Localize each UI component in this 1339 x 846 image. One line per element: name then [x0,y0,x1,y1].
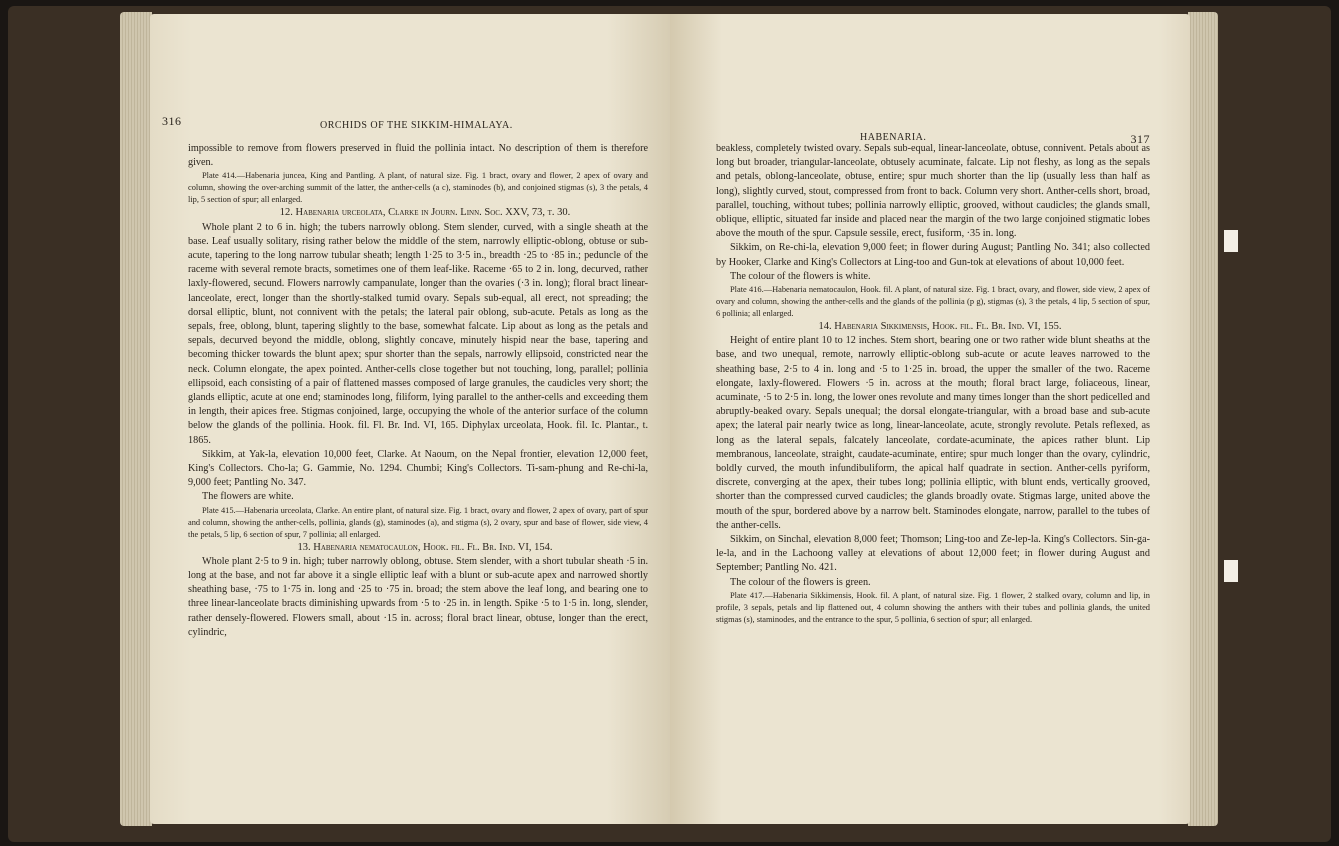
page-marker-tab [1224,560,1238,582]
colour-note: The flowers are white. [202,491,294,503]
species-heading: 12. Habenaria urceolata, Clarke in Journ. Linn. Soc. XXV, 73, t. 30. [279,207,571,219]
plate-caption: Plate 415.—Habenaria urceolata, Clarke. An entire plant, of natural size. Fig. 1 bract, ovary and flower, 2 apex of ovary, part of spur and column, showing the anther-cells, pollinia, glands (g), staminodes (a), and stigma (s), 2 ovary, spur and base of flower, side view, 4 the petals, 5 lip, 6 section of spur, 7 pollinia; all enlarged. [188,505,648,539]
species-description: Whole plant 2 to 6 in. high; the tubers narrowly oblong. Stem slender, curved, with a single sheath at the base. Leaf usually solitary, rising rather below the middle of the stem, narrowly elliptic-oblong, obtuse or sub-acute, tapering to the long narrow tubular sheath; length 1·25 to 3·5 in., breadth ·25 to ·85 in.; peduncle of the raceme with several remote bracts, sometimes one of them leaf-like. Raceme ·65 to 2 in. long, decurved, rather laxly-flowered, secund. Flowers narrowly campanulate, longer than the ovaries (·3 in. long); floral bract linear-lanceolate, erect, longer than the shortly-stalked tumid ovary. Sepals sub-equal, all erect, not spreading; the dorsal elliptic, blunt, not connivent with the petals; the lateral pair oblong, sub-acute. Petals as long as the sepals, free, oblong, blunt, tapering slightly to the base, somewhat falcate. Lip about as long as the petals and sepals, decurved beyond the middle, oblong, slightly concave, minutely hispid near the base, tapering and becoming thicker towards the blunt apex; spur shorter than the sepals, narrowly ellipsoid, constricted near the neck. Column elongate, the apex pointed. Anther-cells close together but not touching, long, parallel; pollinia ellipsoid, each consisting of a pair of flattened masses composed of large granules, the caudicles very short; the glands elliptic, acute at one end; staminodes long, filiform, lying parallel to the anther-cells and exceeding them in length, their apices free. Stigmas conjoined, large, occupying the whole of the anterior surface of the column below the glands of the pollinia. Hook. fil. Fl. Br. Ind. VI, 165. Diphylax urceolata, Hook. fil. Ic. Plantar., t. 1865. [188,221,648,446]
species-description: Whole plant 2·5 to 9 in. high; tuber narrowly oblong, obtuse. Stem slender, with a short tubular sheath ·5 in. long at the base, and not far above it a single elliptic leaf with a blunt or sub-acute apex and narrowed shortly sheathing base, ·75 to 1·75 in. long and ·25 to ·75 in. broad; the stem above the leaf long, and bearing one to three linear-lanceolate bracts diminishing upwards from ·5 to ·25 in. in length. Spike ·5 to 1·5 in. long, slender, rather densely-flowered. Flowers small, about ·15 in. across; floral bract linear, obtuse, longer than the erect, cylindric, [188,555,648,638]
page-marker-tab [1224,230,1238,252]
colour-note: The colour of the flowers is green. [730,576,871,588]
locality-text: Sikkim, on Sinchal, elevation 8,000 feet; Thomson; Ling-too and Ze-lep-la. King's Collectors. Sin-ga-le-la, and in the Lachoong valley at elevations of about 12,000 feet; in flower during August and September; Pantling No. 421. [716,534,1150,574]
species-heading: 14. Habenaria Sikkimensis, Hook. fil. Fl. Br. Ind. VI, 155. [818,321,1062,333]
left-page-edges [120,12,152,826]
colour-note: The colour of the flowers is white. [730,270,871,282]
left-page [150,14,670,824]
running-head: HABENARIA. [860,132,927,143]
plate-caption: Plate 416.—Habenaria nematocaulon, Hook. fil. A plant, of natural size. Fig. 1 bract, ovary, and flower, side view, 2 apex of ovary and column, showing the anther-cells and the glands of the pollinia (p g), stigmas (s), 3 the petals, 4 lip, 5 section of spur, 6 pollinia; all enlarged. [716,285,1150,319]
paragraph: impossible to remove from flowers preserved in fluid the pollinia intact. No description of them is therefore given. [188,143,648,169]
page-body [188,142,648,640]
species-heading: 13. Habenaria nematocaulon, Hook. fil. Fl. Br. Ind. VI, 154. [297,541,553,553]
plate-caption: Plate 417.—Habenaria Sikkimensis, Hook. fil. A plant, of natural size. Fig. 1 flower, 2 stalked ovary, column and lip, in profile, 3 sepals, petals and lip flattened out, 4 column showing the anthers with their tubes and pollinia glands, the united stigmas (s), staminodes, and the entrance to the spur, 5 pollinia, 6 section of spur; all enlarged. [716,590,1150,624]
right-page [670,14,1190,824]
species-description: Height of entire plant 10 to 12 inches. Stem short, bearing one or two rather wide blunt sheaths at the base, and two unequal, remote, narrowly elliptic-oblong sub-acute or acute leaves narrowed to the sheathing base, 2·5 to 4 in. long and ·5 to 1·25 in. broad, the upper the smaller of the two. Raceme elongate, laxly-flowered. Flowers ·5 in. across at the mouth; floral bract large, foliaceous, linear, acuminate, ·5 to 2·5 in. long, the lower ones revolute and many times longer than the short pedicelled and abruptly-beaked ovary. Sepals unequal; the dorsal elongate-triangular, with a broad base and sub-acute apex; the lateral pair nearly twice as long, linear-lanceolate, acute, strongly revolute. Petals reflexed, as long as the lateral sepals, falcately lanceolate, cordate-acuminate, the apices rather blunt. Lip membranous, lanceolate, straight, caudate-acuminate, entire; spur much longer than the ovary, cylindric, boldly curved, the mouth infundibuliform, the apical half quadrate in section. Anther-cells pyriform, discrete, converging at the apex, their tubes long; pollinia elliptic, with blunt ends, vertically grooved, shorter than the compressed curved caudicles; the glands broadly ovate. Stigmas large, united above the mouth of the spur, bordered above by a narrow belt. Staminodes elongate, narrow, parallel to the tubes of the anther-cells. [716,335,1150,531]
locality-text: Sikkim, at Yak-la, elevation 10,000 feet, Clarke. At Naoum, on the Nepal frontier, elevation 12,000 feet, King's Collectors. Cho-la; G. Gammie, No. 1294. Chumbi; King's Collectors. Ti-sam-phung and Re-chi-la, 9,000 feet; Pantling No. 347. [188,448,648,489]
right-page-edges [1188,12,1218,826]
page-number: 316 [162,114,182,128]
running-head: ORCHIDS OF THE SIKKIM-HIMALAYA. [320,120,513,131]
paragraph: beakless, completely twisted ovary. Sepals sub-equal, linear-lanceolate, obtuse, connivent. Petals about as long but broader, triangular-lanceolate, obtusely acuminate, falcate. Lip not fleshy, as long as the sepals and petals, oblong-lanceolate, obtuse, entire; spur much shorter than the lip (usually less than half as long), slightly curved, stout, compressed from front to back. Column very short. Anther-cells short, broad, parallel, touching, without tubes; pollinia narrowly elliptic, grooved, without caudicles; the glands small, oblique, elliptic, situated far inside and placed near the margin of the two large conjoined stigmatic lobes above the mouth of the spur. Capsule sessile, erect, fusiform, ·35 in. long. [716,143,1150,240]
page-number: 317 [1130,132,1150,146]
page-body [716,142,1150,626]
locality-text: Sikkim, on Re-chi-la, elevation 9,000 feet; in flower during August; Pantling No. 341; also collected by Hooker, Clarke and King's Collectors at Ling-too and Gun-tok at elevations of about 10,000 feet. [716,242,1150,268]
plate-caption: Plate 414.—Habenaria juncea, King and Pantling. A plant, of natural size. Fig. 1 bract, ovary and flower, 2 apex of ovary and column, showing the over-arching summit of the latter, the anther-cells (a c), staminodes (b), and conjoined stigmas (s), 3 the petals, 4 lip, 5 section of spur; all enlarged. [188,171,648,205]
